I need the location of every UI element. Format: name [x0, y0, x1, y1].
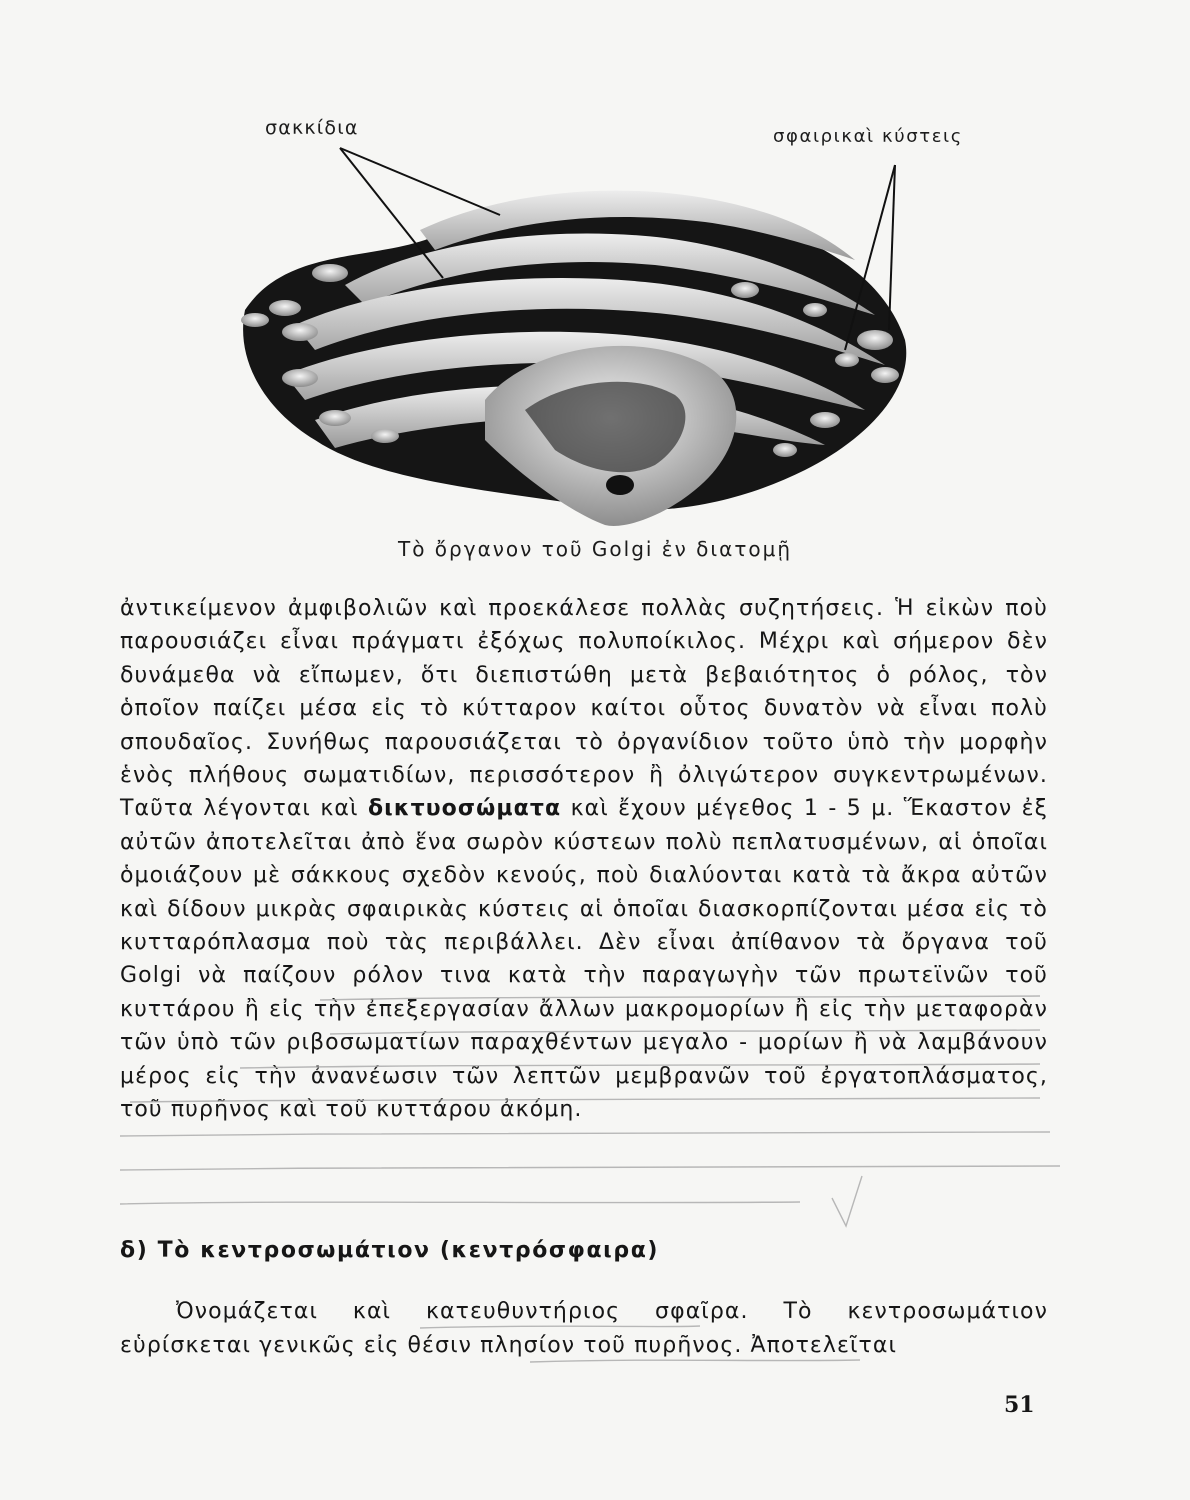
- vesicle-left-1: [312, 264, 348, 282]
- vesicle-left-7: [371, 429, 399, 443]
- vesicle-right-4: [810, 412, 840, 428]
- page-number: 51: [1004, 1392, 1035, 1418]
- vesicle-right-1: [857, 330, 893, 350]
- label-sacs: σακκίδια: [265, 117, 359, 139]
- body-text-part-1: ἀντικείμενον ἀμφιβολιῶν καὶ προεκάλεσε πολλὰς συζητήσεις. Ἡ εἰκὼν ποὺ παρουσιάζει εἶναι πράγματι ἐξόχως πολυποίκιλος. Μέχρι καὶ σήμερον δὲν δυνάμεθα νὰ εἴπωμεν, ὅτι διεπιστώθη μετὰ βεβαιότητος ὁ ρόλος, τὸν ὁποῖον παίζει μέσα εἰς τὸ κύτταρον καίτοι οὗτος δυνατὸν νὰ εἶναι πολὺ σπουδαῖος. Συνήθως παρουσιάζεται τὸ ὀργανίδιον τοῦτο ὑπὸ τὴν μορφὴν ἑνὸς πλήθους σωματιδίων, περισσότερον ἢ ὀλιγώτερον συγκεντρωμένων. Ταῦτα λέγονται καὶ: [120, 596, 1048, 822]
- pencil-underline-6: [120, 1166, 1060, 1170]
- vesicle-left-4: [282, 323, 318, 341]
- pointer-line-vesicles-2: [889, 165, 895, 330]
- vesicle-right-7: [803, 303, 827, 317]
- vesicle-left-5: [282, 369, 318, 387]
- pencil-underline-5: [120, 1132, 1050, 1136]
- vesicle-left-3: [241, 313, 269, 327]
- section-heading: δ) Τὸ κεντροσωμάτιον (κεντρόσφαιρα): [120, 1238, 660, 1263]
- vesicle-right-5: [773, 443, 797, 457]
- label-spherical-vesicles: σφαιρικαὶ κύστεις: [773, 126, 963, 147]
- bold-term-dictyosomes: δικτυοσώματα: [367, 796, 562, 822]
- vesicle-right-6: [731, 282, 759, 298]
- pointer-line-sacs-1: [340, 148, 500, 215]
- section-paragraph-text: Ὀνομάζεται καὶ κατευθυντήριος σφαῖρα. Τὸ κεντροσωμάτιον εὑρίσκεται γενικῶς εἰς θέσιν πλησίον τοῦ πυρῆνος. Ἀποτελεῖται: [120, 1299, 1048, 1358]
- figure-caption: Τὸ ὄργανον τοῦ Golgi ἐν διατομῇ: [398, 537, 793, 561]
- vesicle-right-2: [871, 367, 899, 383]
- section-paragraph: [120, 1295, 1048, 1363]
- vesicle-right-3: [835, 353, 859, 367]
- body-text-part-2: καὶ ἔχουν μέγεθος 1 - 5 μ. Ἕκαστον ἐξ αὐτῶν ἀποτελεῖται ἀπὸ ἕνα σωρὸν κύστεων πολὺ πεπλατυσμένων, αἱ ὁποῖαι ὁμοιάζουν μὲ σάκκους σχεδὸν κενούς, ποὺ διαλύονται κατὰ τὰ ἄκρα αὐτῶν καὶ δίδουν μικρὰς σφαιρικὰς κύστεις αἱ ὁποῖαι διασκορπίζονται μέσα εἰς τὸ κυτταρόπλασμα ποὺ τὰς περιβάλλει. Δὲν εἶναι ἀπίθανον τὰ ὄργανα τοῦ Golgi νὰ παίζουν ρόλον τινα κατὰ τὴν παραγωγὴν τῶν πρωτεϊνῶν τοῦ κυττάρου ἢ εἰς τὴν ἐπεξεργασίαν ἄλλων μακρομορίων ἢ εἰς τὴν μεταφορὰν τῶν ὑπὸ τῶν ριβοσωματίων παραχθέντων μεγαλο - μορίων ἢ νὰ λαμβάνουν μέρος εἰς τὴν ἀνανέωσιν τῶν λεπτῶν μεμβρανῶν τοῦ ἐργατοπλάσματος, τοῦ πυρῆνος καὶ τοῦ κυττάρου ἀκόμη.: [120, 796, 1049, 1123]
- golgi-inner-hollow: [606, 475, 634, 495]
- vesicle-left-2: [269, 300, 301, 316]
- vesicle-left-6: [319, 410, 351, 426]
- body-paragraph-text: [120, 592, 1048, 1127]
- golgi-figure: [225, 110, 985, 550]
- pencil-underline-7: [120, 1202, 800, 1204]
- pencil-check-mark: [832, 1176, 862, 1226]
- golgi-illustration: [225, 110, 985, 550]
- body-paragraph: [120, 592, 1048, 1127]
